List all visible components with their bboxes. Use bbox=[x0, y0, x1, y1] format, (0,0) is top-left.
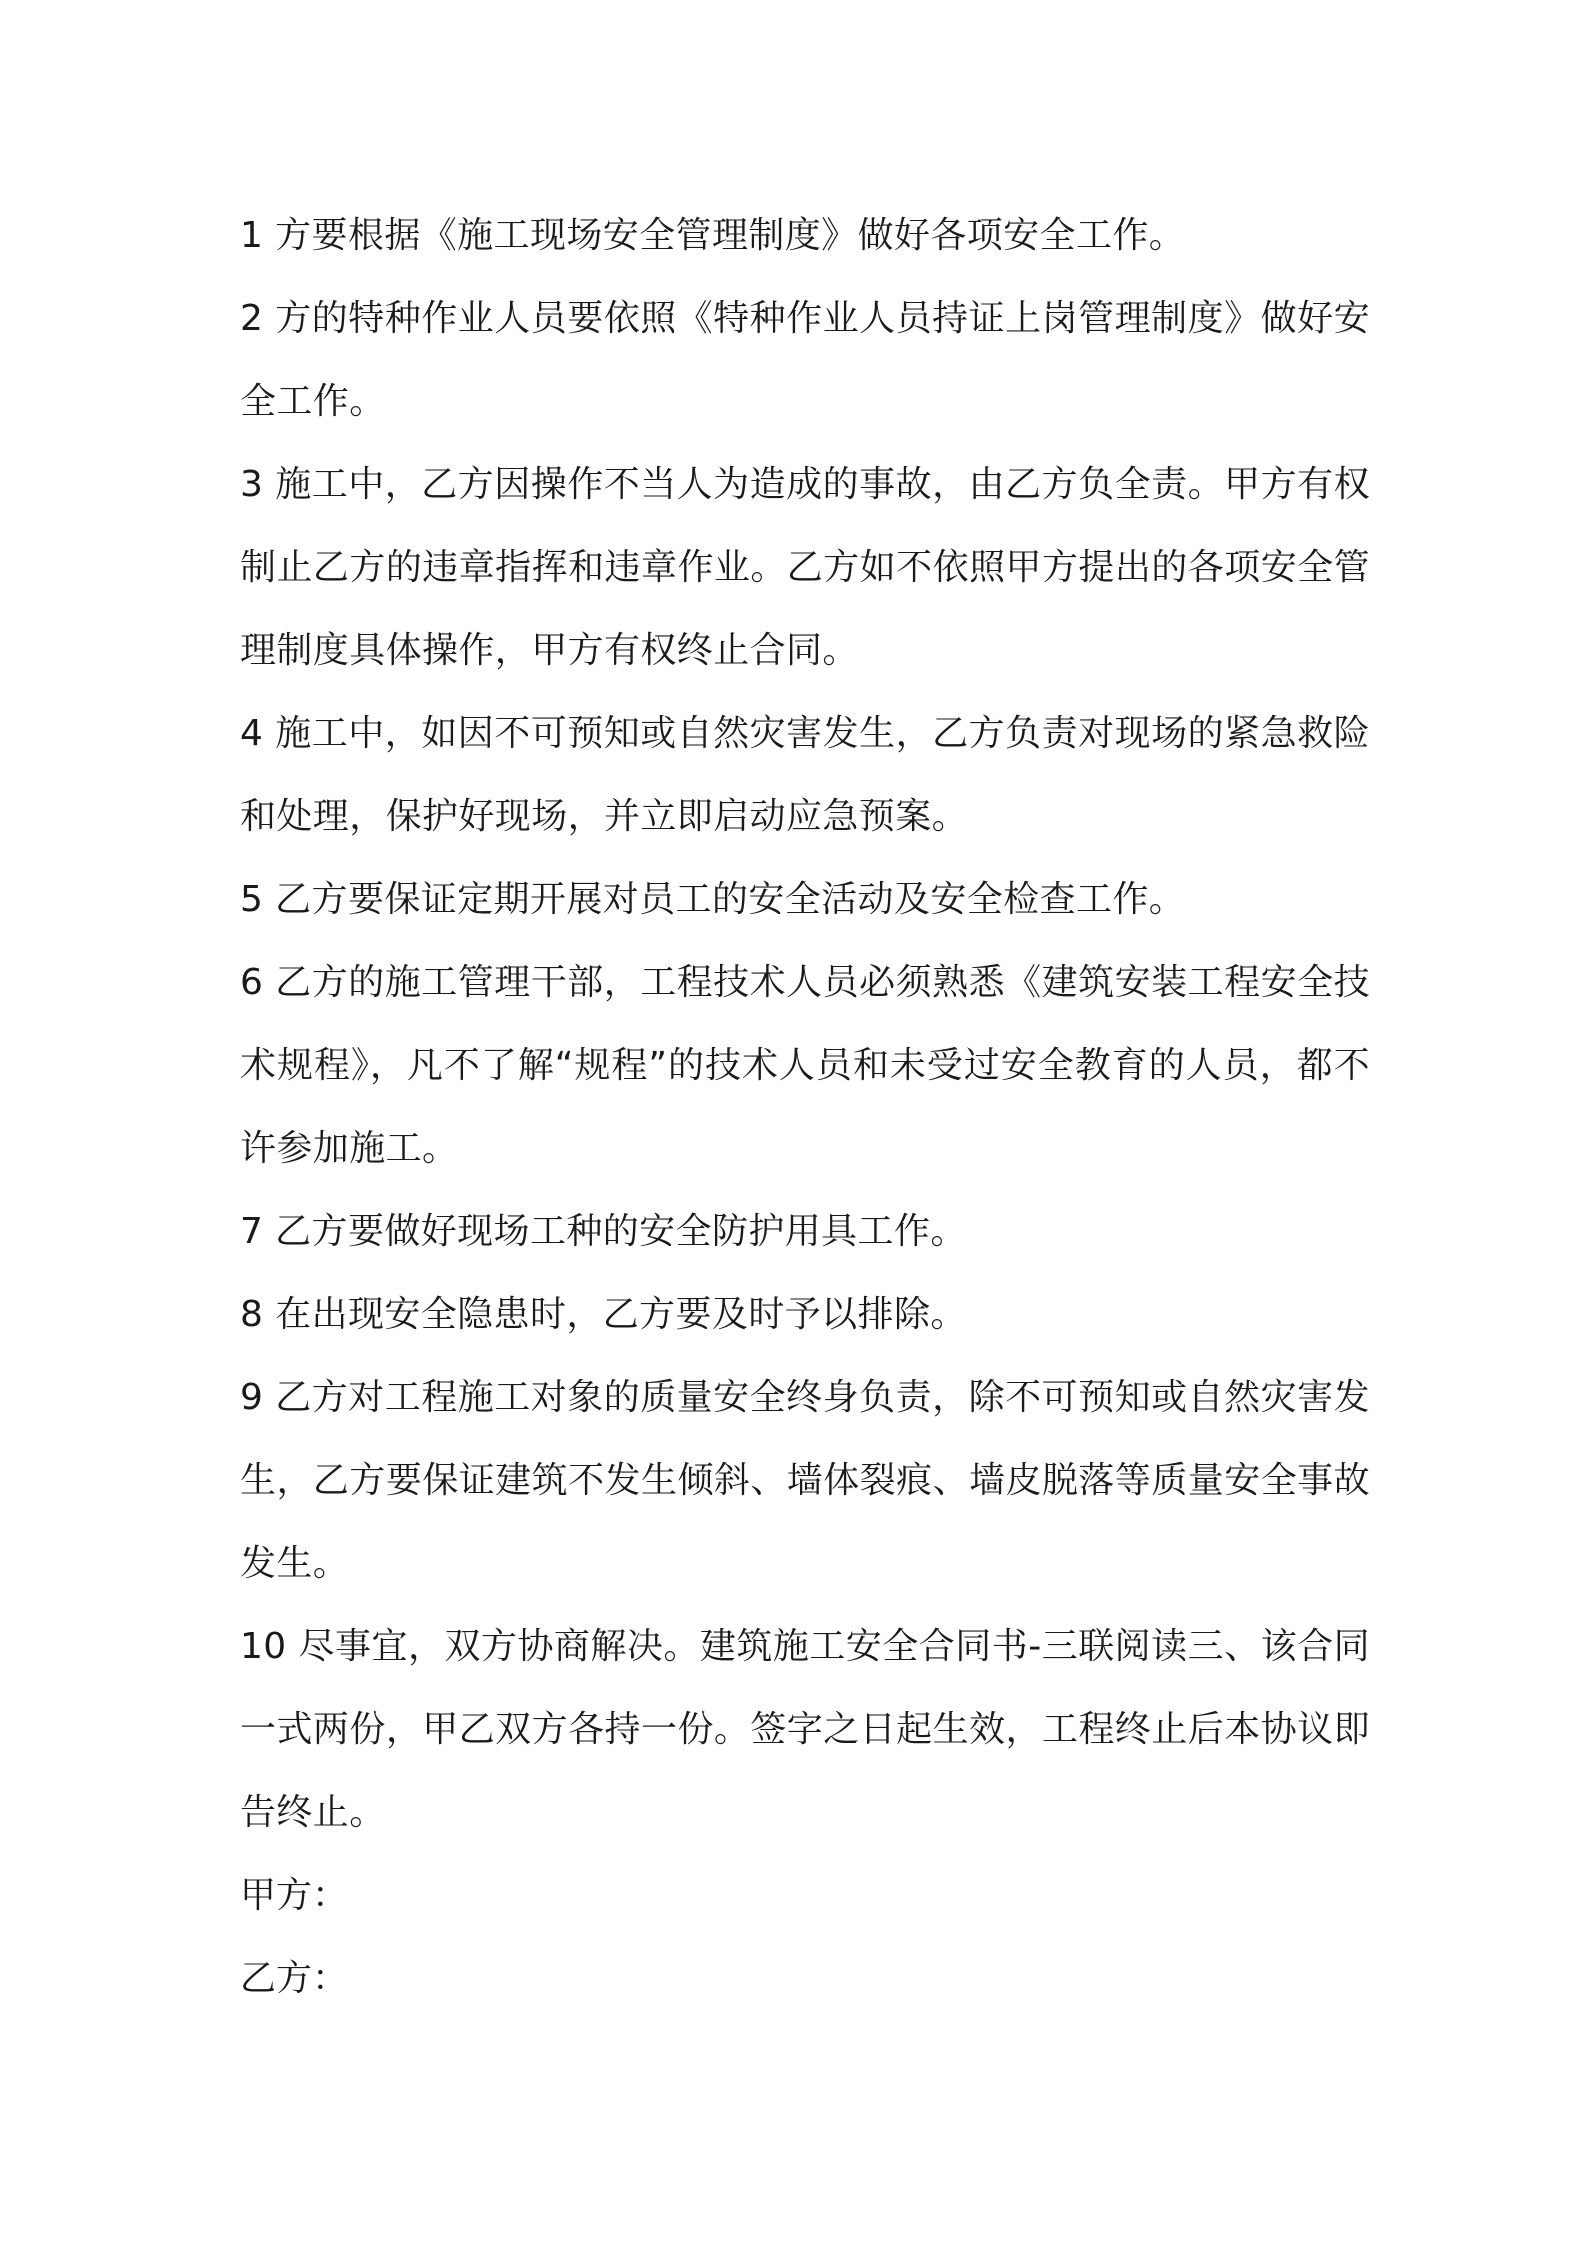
clause-4: 4 施工中，如因不可预知或自然灾害发生，乙方负责对现场的紧急救险和处理，保护好现场，并立即启动应急预案。 bbox=[240, 713, 1370, 837]
clause-9: 9 乙方对工程施工对象的质量安全终身负责，除不可预知或自然灾害发生，乙方要保证建筑不发生倾斜、墙体裂痕、墙皮脱落等质量安全事故发生。 bbox=[240, 1377, 1370, 1584]
party-b-signature-label: 乙方： bbox=[240, 1958, 349, 1999]
clause-1: 1 方要根据《施工现场安全管理制度》做好各项安全工作。 bbox=[240, 215, 1186, 256]
document-body bbox=[240, 194, 1370, 2020]
clause-7: 7 乙方要做好现场工种的安全防护用具工作。 bbox=[240, 1211, 967, 1252]
party-a-signature-label: 甲方： bbox=[240, 1875, 349, 1916]
clause-6: 6 乙方的施工管理干部，工程技术人员必须熟悉《建筑安装工程安全技术规程》，凡不了解“规程”的技术人员和未受过安全教育的人员，都不许参加施工。 bbox=[240, 962, 1370, 1169]
clause-10: 10 尽事宜，双方协商解决。建筑施工安全合同书-三联阅读三、该合同一式两份，甲乙双方各持一份。签字之日起生效，工程终止后本协议即告终止。 bbox=[240, 1626, 1370, 1833]
clause-8: 8 在出现安全隐患时，乙方要及时予以排除。 bbox=[240, 1294, 967, 1335]
clause-5: 5 乙方要保证定期开展对员工的安全活动及安全检查工作。 bbox=[240, 879, 1186, 920]
clause-2: 2 方的特种作业人员要依照《特种作业人员持证上岗管理制度》做好安全工作。 bbox=[240, 298, 1370, 422]
clause-3: 3 施工中，乙方因操作不当人为造成的事故，由乙方负全责。甲方有权制止乙方的违章指挥和违章作业。乙方如不依照甲方提出的各项安全管理制度具体操作，甲方有权终止合同。 bbox=[240, 464, 1370, 671]
